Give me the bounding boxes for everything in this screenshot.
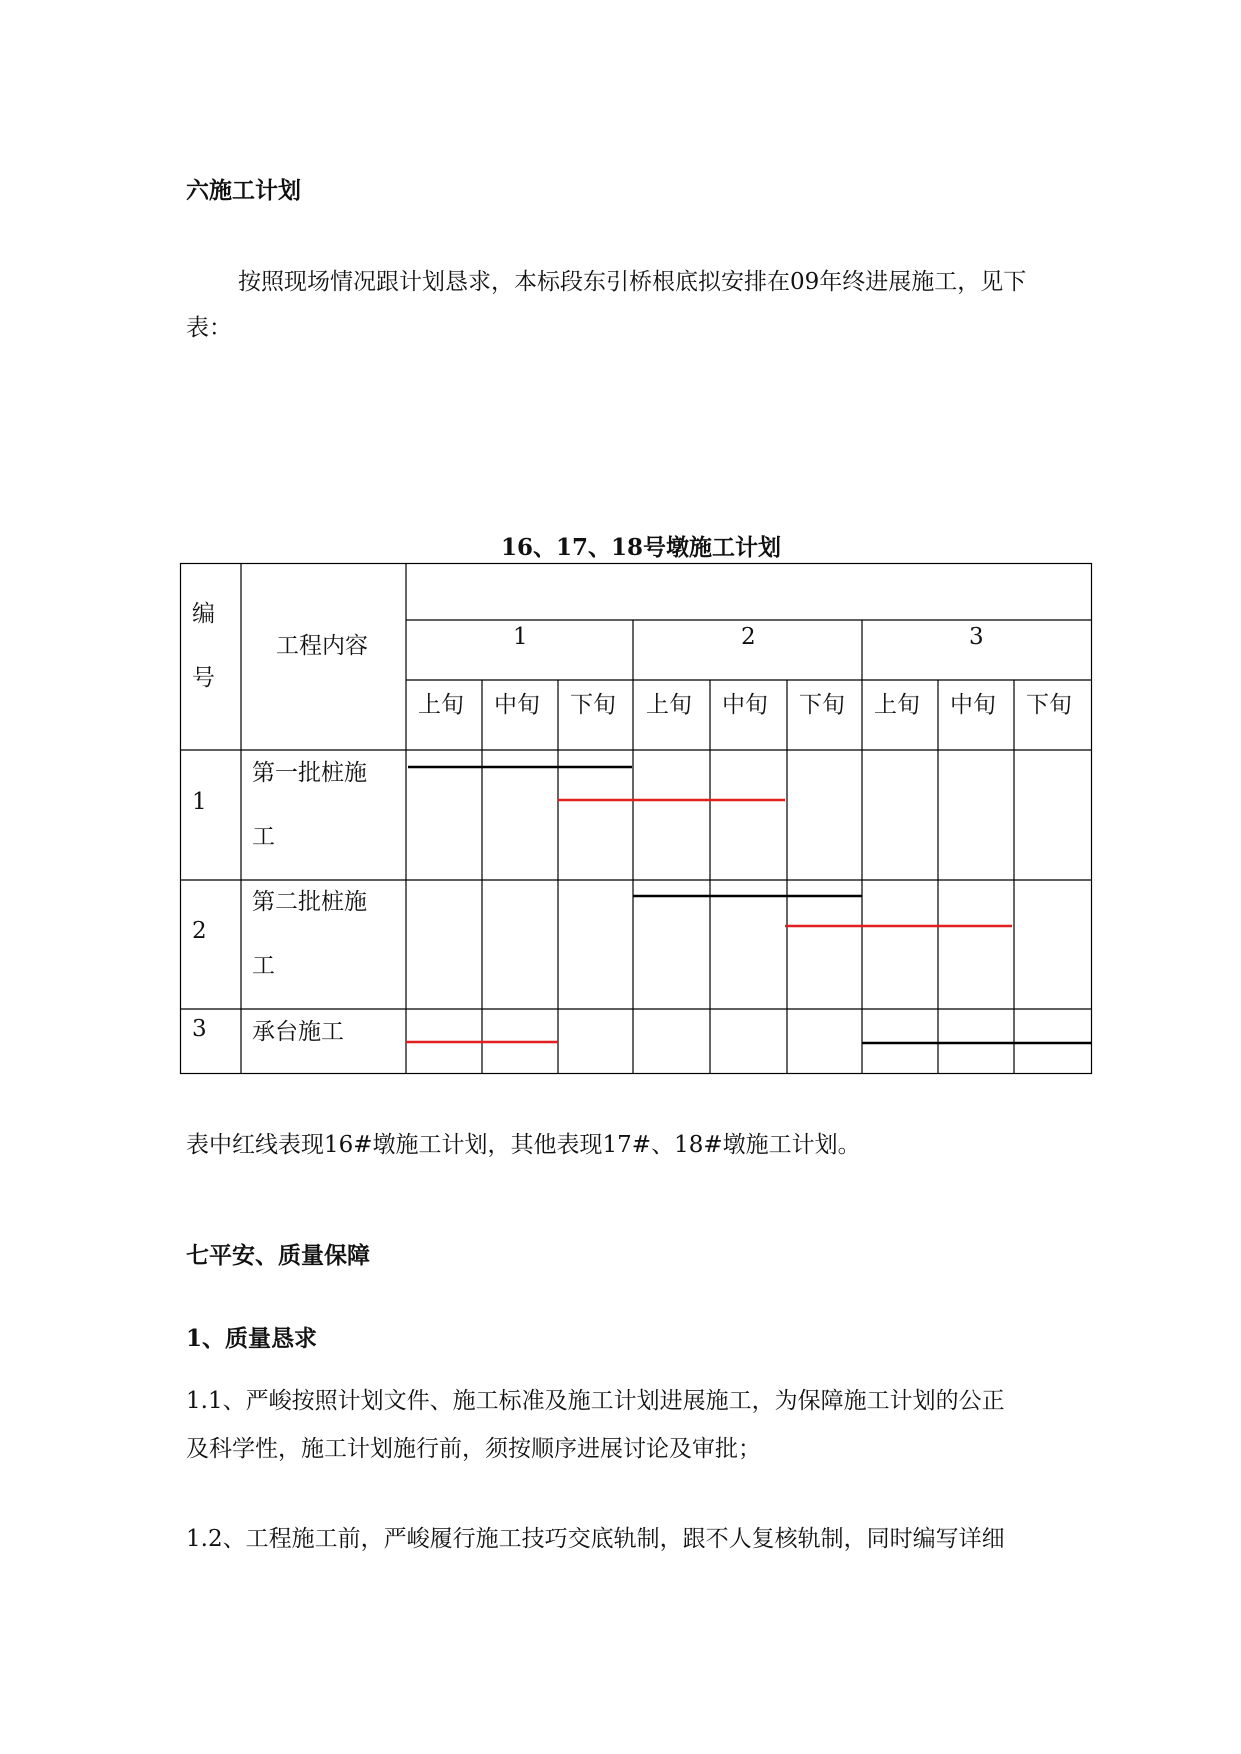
section6-heading: 六施工计划	[186, 177, 301, 204]
row-3-no: 3	[192, 1016, 207, 1042]
col-no-bottom: 号	[192, 665, 215, 691]
row-1-content-line1: 第一批桩施	[252, 760, 367, 786]
period-9: 下旬	[1026, 692, 1072, 718]
item-1-1-line1: 1.1、严峻按照计划文件、施工标准及施工计划进展施工，为保障施工计划的公正	[186, 1388, 1005, 1414]
table-note: 表中红线表现16#墩施工计划，其他表现17#、18#墩施工计划。	[186, 1132, 861, 1158]
month-2: 2	[741, 624, 756, 650]
sub1-heading: 1、质量恳求	[186, 1325, 318, 1352]
row-2-no: 2	[192, 918, 207, 944]
period-7: 上旬	[874, 692, 920, 718]
month-3: 3	[969, 624, 984, 650]
period-4: 上旬	[646, 692, 692, 718]
row-2-content-line2: 工	[252, 953, 275, 979]
intro-line-1: 按照现场情况跟计划恳求，本标段东引桥根底拟安排在09年终进展施工，见下	[238, 269, 1027, 295]
period-1: 上旬	[418, 692, 464, 718]
col-content-header: 工程内容	[276, 633, 368, 659]
period-3: 下旬	[570, 692, 616, 718]
section7-heading: 七平安、质量保障	[186, 1242, 370, 1269]
intro-line-2: 表：	[186, 315, 232, 341]
row-1-no: 1	[192, 789, 207, 815]
row-1-content-line2: 工	[252, 824, 275, 850]
period-6: 下旬	[799, 692, 845, 718]
table-caption: 16、17、18号墩施工计划	[500, 534, 782, 561]
item-1-1-line2: 及科学性，施工计划施行前，须按顺序进展讨论及审批；	[186, 1436, 761, 1462]
row-3-content-line1: 承台施工	[252, 1019, 344, 1045]
period-2: 中旬	[494, 692, 540, 718]
row-2-content-line1: 第二批桩施	[252, 889, 367, 915]
col-no-top: 编	[192, 601, 215, 627]
item-1-2-line1: 1.2、工程施工前，严峻履行施工技巧交底轨制，跟不人复核轨制，同时编写详细	[186, 1526, 1005, 1552]
period-5: 中旬	[722, 692, 768, 718]
month-1: 1	[513, 624, 528, 650]
period-8: 中旬	[950, 692, 996, 718]
